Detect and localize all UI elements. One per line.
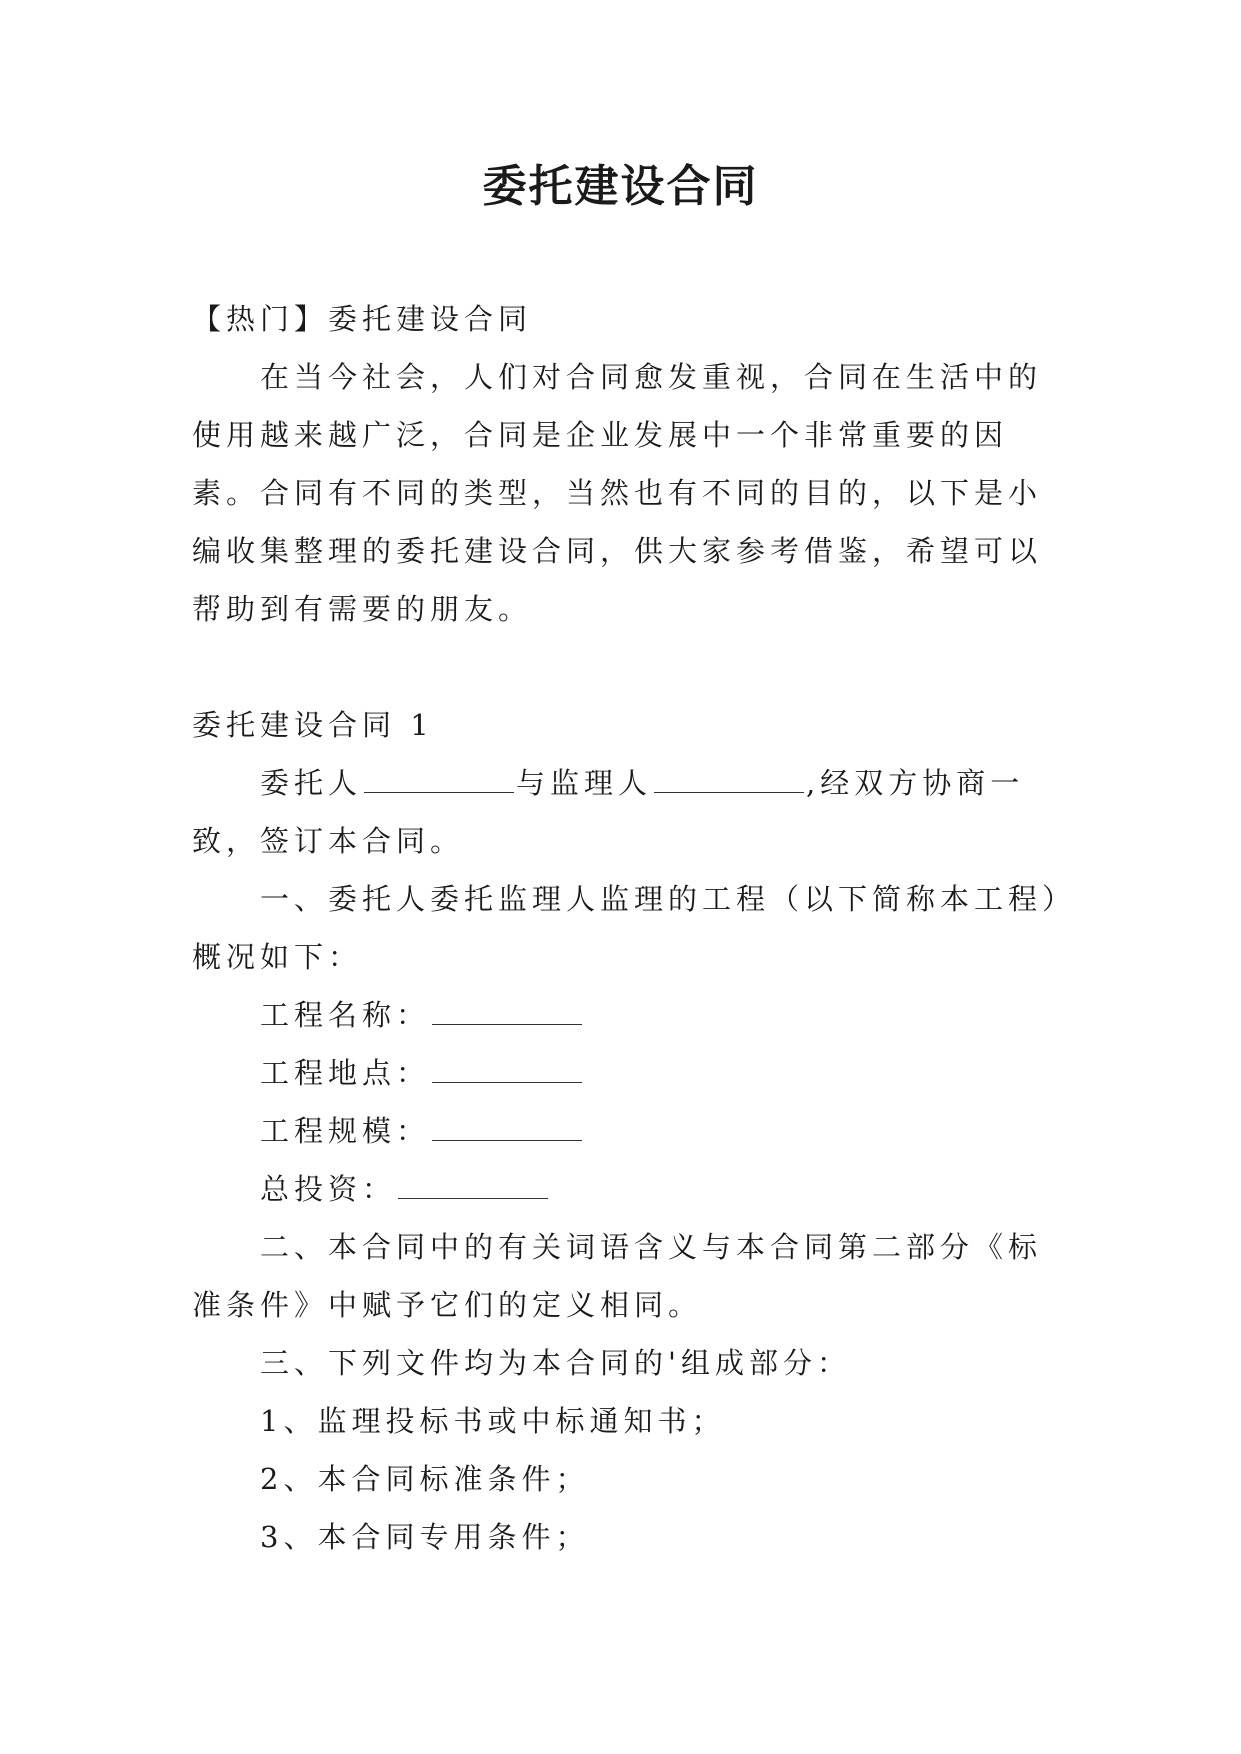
party-paragraph — [192, 754, 1062, 870]
heading-line: 【热门】委托建设合同 — [192, 302, 533, 336]
field-label: 总投资： — [260, 1172, 397, 1206]
field-label: 工程规模： — [260, 1114, 431, 1148]
supervisor-blank — [654, 762, 804, 793]
section-title: 委托建设合同 1 — [192, 708, 434, 742]
field-label: 工程名称： — [260, 998, 431, 1032]
field-project-location — [192, 1044, 1062, 1102]
document-title: 委托建设合同 — [482, 161, 759, 212]
field-blank — [432, 1110, 582, 1141]
intro-paragraph: 在当今社会，人们对合同愈发重视，合同在生活中的使用越来越广泛，合同是企业发展中一个非常重要的因素。合同有不同的类型，当然也有不同的目的，以下是小编收集整理的委托建设合同，供大家参考借鉴，希望可以帮助到有需要的朋友。 — [192, 360, 1043, 626]
party-tail: ,经双方协商一致，签订本合同。 — [192, 766, 1025, 858]
field-blank — [398, 1168, 548, 1199]
clause-1: 一、委托人委托监理人监理的工程（以下简称本工程）概况如下： — [192, 882, 1062, 974]
supervisor-label: 与监理人 — [516, 766, 653, 800]
field-label: 工程地点： — [260, 1056, 431, 1090]
clause-2: 二、本合同中的有关词语含义与本合同第二部分《标准条件》中赋予它们的定义相同。 — [192, 1230, 1043, 1322]
client-label: 委托人 — [260, 766, 363, 800]
document-body — [192, 290, 1062, 1566]
field-blank — [432, 1052, 582, 1083]
list-item: 2、本合同标准条件； — [260, 1462, 590, 1496]
field-blank — [432, 994, 582, 1025]
list-item: 1、监理投标书或中标通知书； — [260, 1404, 726, 1438]
field-project-scale — [192, 1102, 1062, 1160]
client-blank — [364, 762, 514, 793]
field-project-name — [192, 986, 1062, 1044]
list-item: 3、本合同专用条件； — [260, 1520, 590, 1554]
clause-3: 三、下列文件均为本合同的'组成部分： — [260, 1346, 851, 1380]
field-total-investment — [192, 1160, 1062, 1218]
spacer — [192, 638, 1062, 696]
